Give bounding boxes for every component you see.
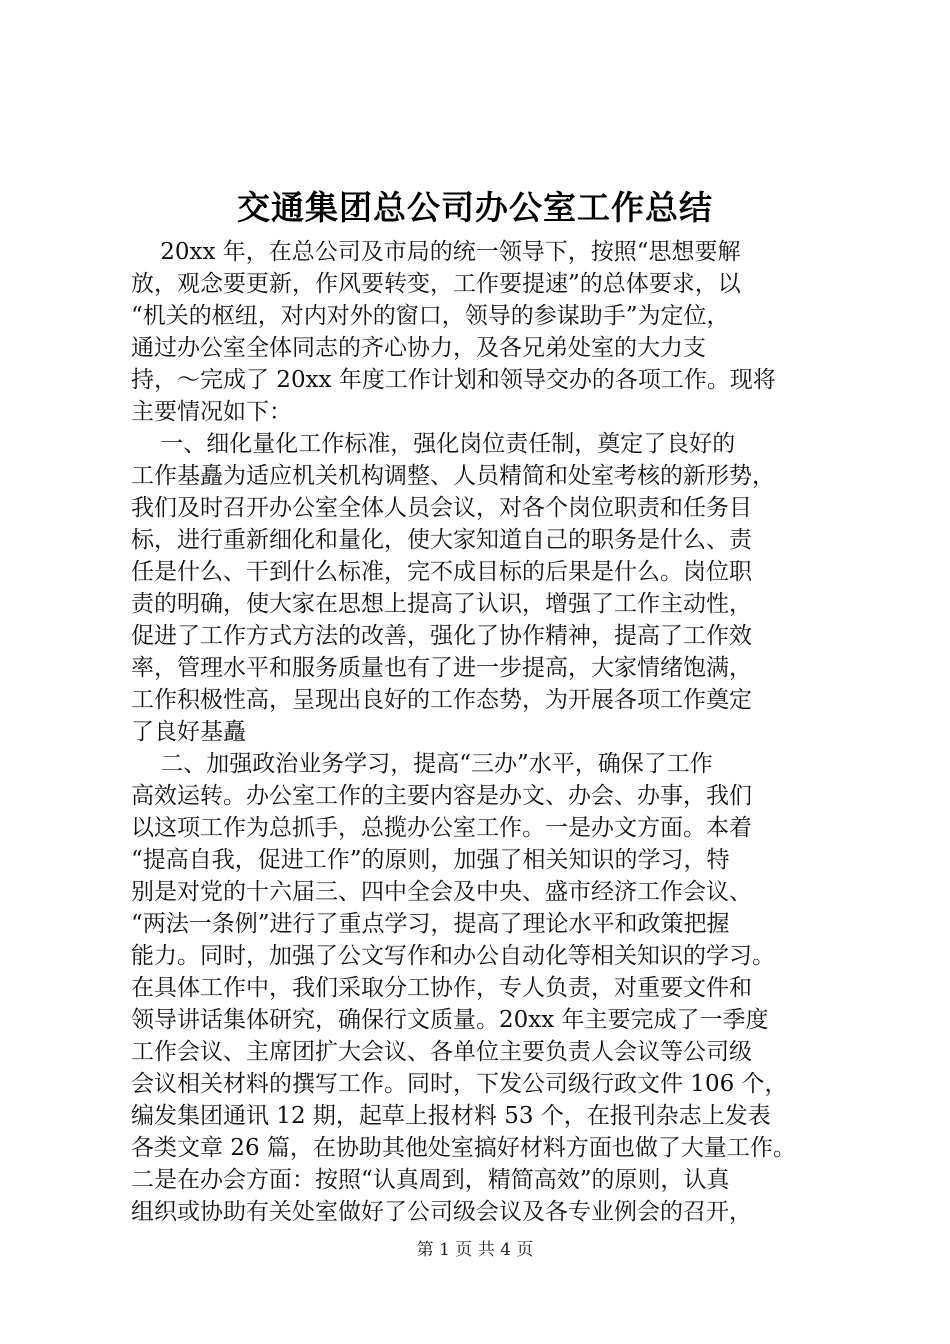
body-line: 了良好基矗	[131, 719, 246, 745]
body-line: 工作积极性高，呈现出良好的工作态势，为开展各项工作奠定	[131, 687, 752, 713]
body-line: 持，～完成了 20xx 年度工作计划和领导交办的各项工作。现将	[131, 367, 776, 393]
body-line: 20xx 年，在总公司及市局的统一领导下，按照“思想要解	[131, 239, 741, 265]
body-line: 二是在办会方面：按照“认真周到，精简高效”的原则，认真	[131, 1167, 730, 1193]
body-line: 我们及时召开办公室全体人员会议，对各个岗位职责和任务目	[131, 495, 752, 521]
body-line: 放，观念要更新，作风要转变，工作要提速”的总体要求，以	[131, 271, 741, 297]
body-line: 能力。同时，加强了公文写作和办公自动化等相关知识的学习。	[131, 943, 775, 969]
body-line: 工作基矗为适应机关机构调整、人员精简和处室考核的新形势，	[131, 463, 775, 489]
body-line: 工作会议、主席团扩大会议、各单位主要负责人会议等公司级	[131, 1039, 752, 1065]
body-line: “提高自我，促进工作”的原则，加强了相关知识的学习，特	[131, 847, 730, 873]
body-line: 责的明确，使大家在思想上提高了认识，增强了工作主动性，	[131, 591, 752, 617]
body-line: 别是对党的十六届三、四中全会及中央、盛市经济工作会议、	[131, 879, 752, 905]
body-line: 率，管理水平和服务质量也有了进一步提高，大家情绪饱满，	[131, 655, 752, 681]
body-line: 标，进行重新细化和量化，使大家知道自己的职务是什么、责	[131, 527, 752, 553]
body-line: 以这项工作为总抓手，总揽办公室工作。一是办文方面。本着	[131, 815, 752, 841]
body-line: 任是什么、干到什么标准，完不成目标的后果是什么。岗位职	[131, 559, 752, 585]
document-body	[131, 236, 831, 1228]
body-line: 组织或协助有关处室做好了公司级会议及各专业例会的召开，	[131, 1199, 752, 1225]
body-line: 各类文章 26 篇，在协助其他处室搞好材料方面也做了大量工作。	[131, 1135, 796, 1161]
body-line: “两法一条例”进行了重点学习，提高了理论水平和政策把握	[131, 911, 730, 937]
body-line: 一、细化量化工作标准，强化岗位责任制，奠定了良好的	[131, 431, 736, 457]
body-line: 促进了工作方式方法的改善，强化了协作精神，提高了工作效	[131, 623, 752, 649]
page-footer: 第 1 页 共 4 页	[416, 1240, 534, 1260]
body-line: 领导讲话集体研究，确保行文质量。20xx 年主要完成了一季度	[131, 1007, 769, 1033]
body-line: 通过办公室全体同志的齐心协力，及各兄弟处室的大力支	[131, 335, 706, 361]
body-line: 会议相关材料的撰写工作。同时，下发公司级行政文件 106 个，	[131, 1071, 788, 1097]
body-line: 编发集团通讯 12 期，起草上报材料 53 个，在报刊杂志上发表	[131, 1103, 771, 1129]
body-line: 二、加强政治业务学习，提高“三办”水平，确保了工作	[131, 751, 713, 777]
document-title: 交通集团总公司办公室工作总结	[237, 188, 713, 227]
body-line: 高效运转。办公室工作的主要内容是办文、办会、办事，我们	[131, 783, 752, 809]
body-line: 主要情况如下：	[131, 399, 292, 425]
body-line: “机关的枢纽，对内对外的窗口，领导的参谋助手”为定位，	[131, 303, 730, 329]
body-line: 在具体工作中，我们采取分工协作，专人负责，对重要文件和	[131, 975, 752, 1001]
